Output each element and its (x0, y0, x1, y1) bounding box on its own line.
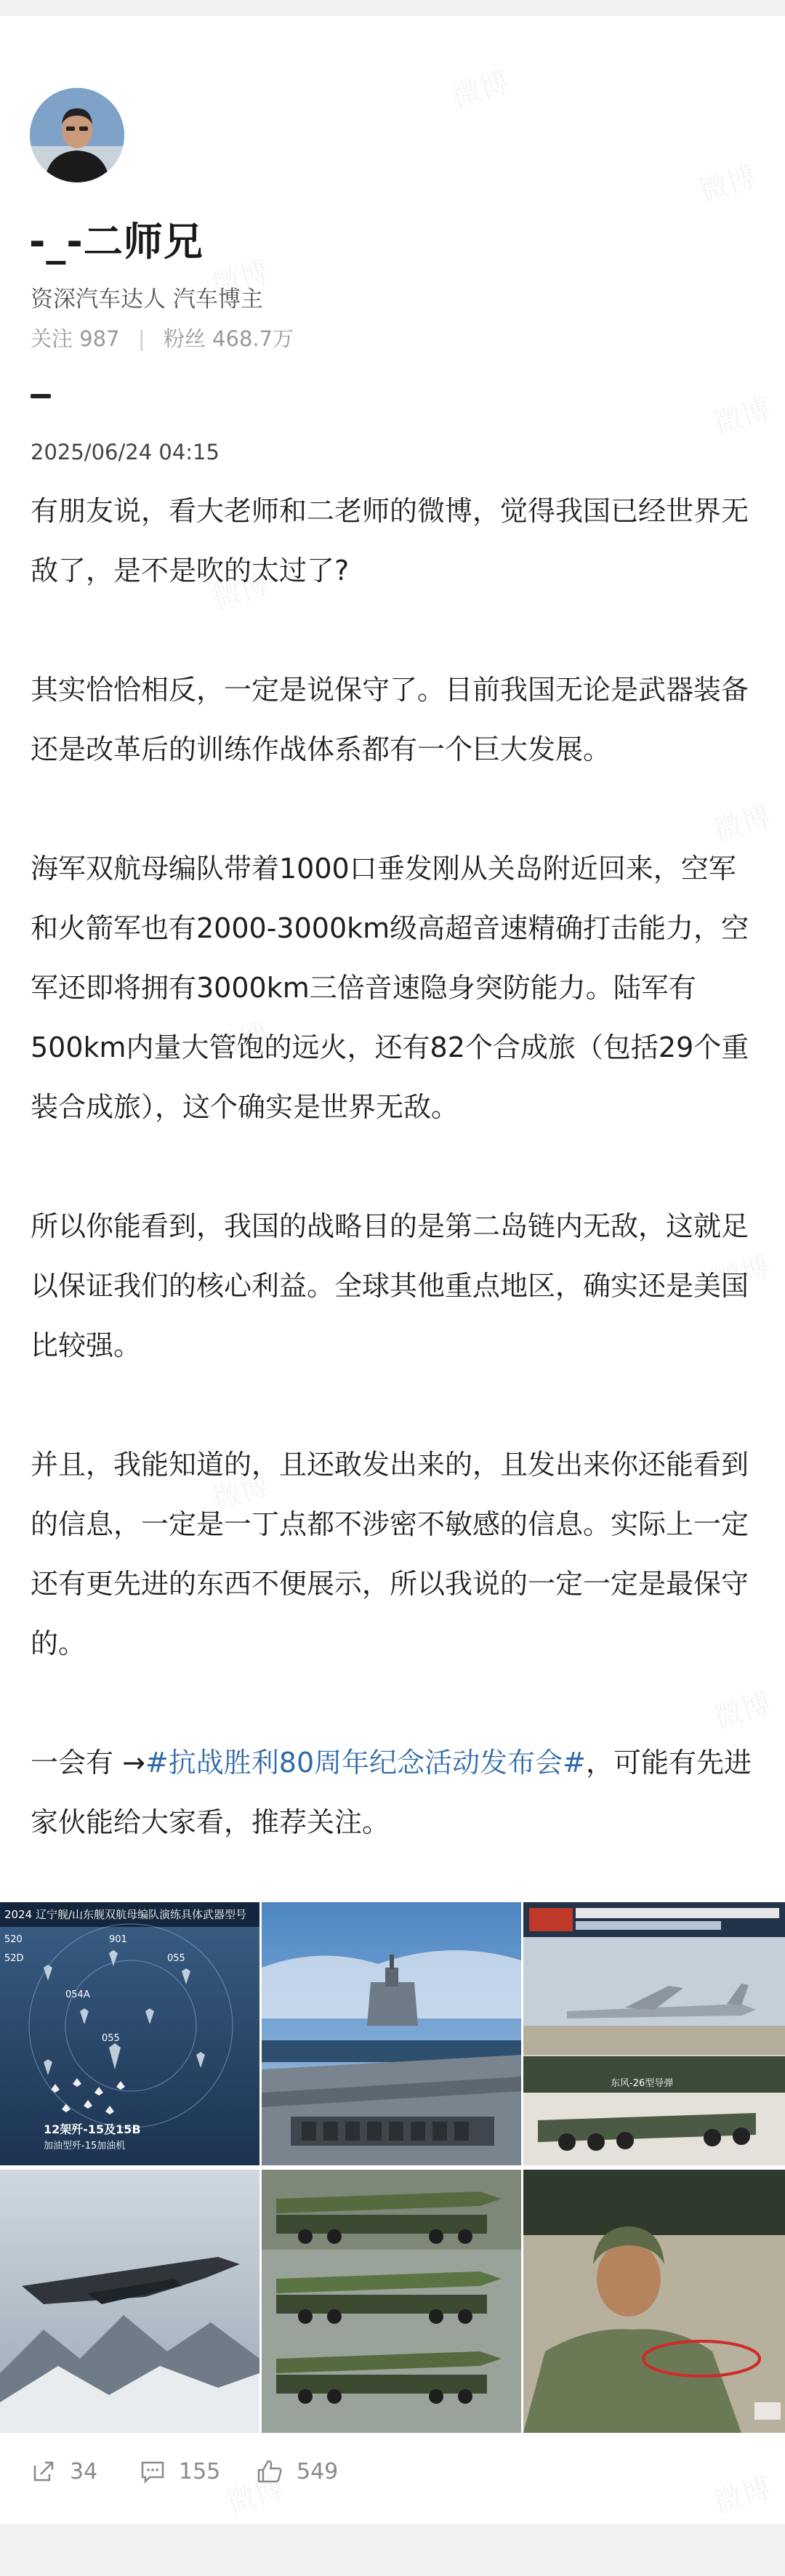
followers-count[interactable]: 468.7万 (212, 326, 294, 351)
image-caption: 加油型歼-15加油机 (44, 2141, 126, 2152)
followers-label: 粉丝 (163, 326, 206, 351)
user-stats (31, 323, 294, 353)
username[interactable]: -_-二师兄 (29, 219, 204, 265)
post-paragraph: 其实恰恰相反，一定是说保守了。目前我国无论是武器装备还是改革后的训练作战体系都有一个巨大发展。 (31, 674, 749, 765)
user-bio: 资深汽车达人 汽车博主 (31, 286, 263, 313)
like-count: 549 (297, 2458, 339, 2484)
post-paragraph: 海军双航母编队带着1000口垂发刚从关岛附近回来，空军和火箭军也有2000-3000km级高超音速精确打击能力，空军还即将拥有3000km三倍音速隐身突防能力。陆军有500km内量大管饱的远火，还有82个合成旅（包括29个重装合成旅），这个确实是世界无敌。 (31, 853, 749, 1123)
post-timestamp: 2025/06/24 04:15 (31, 440, 220, 464)
post-paragraph-last (31, 1733, 757, 1852)
post-paragraph: 有朋友说，看大老师和二老师的微博，觉得我国已经世界无敌了，是不是吹的太过了? (31, 495, 749, 587)
like-button[interactable] (256, 2458, 338, 2484)
hashtag-link[interactable]: #抗战胜利80周年纪念活动发布会# (145, 1747, 586, 1779)
post-paragraph: 所以你能看到，我国的战略目的是第二岛链内无敌，这就足以保证我们的核心利益。全球其他重点地区，确实还是美国比较强。 (31, 1210, 749, 1361)
watermark (707, 386, 776, 443)
share-icon (31, 2458, 57, 2484)
image-grid (0, 1902, 785, 2433)
ship-label: 52D (4, 1953, 24, 1964)
image-bomber[interactable] (523, 1902, 785, 2165)
following-label: 关注 (31, 326, 73, 351)
ship-label: 901 (109, 1934, 127, 1945)
share-count: 34 (70, 2458, 98, 2484)
stats-divider: | (137, 326, 145, 351)
image-stealth-aircraft[interactable] (0, 2170, 259, 2433)
image-soldier[interactable] (523, 2170, 785, 2433)
image-missile-launchers[interactable] (262, 2170, 521, 2433)
post-body (31, 481, 757, 1852)
comment-icon (140, 2458, 166, 2484)
post-text: ，可能有先进家伙能给大家看，推荐关注。 (31, 1747, 752, 1838)
comment-count: 155 (179, 2458, 221, 2484)
image-caption: 东风-26型导弹 (611, 2078, 674, 2089)
ship-label: 055 (167, 1953, 185, 1964)
avatar[interactable] (30, 88, 124, 182)
watermark (693, 153, 761, 211)
thumbs-up-icon (256, 2458, 283, 2484)
image-caption: 12架歼-15及15B (44, 2122, 141, 2136)
action-bar (0, 2458, 785, 2509)
post-text: 一会有 → (31, 1747, 145, 1779)
ship-label: 520 (4, 1934, 23, 1945)
following-count[interactable]: 987 (79, 326, 120, 351)
section-divider (31, 394, 51, 398)
weibo-post-card (0, 16, 785, 2524)
share-button[interactable] (31, 2458, 97, 2484)
ship-label: 054A (65, 1989, 90, 2000)
image-carrier-formation[interactable] (0, 1902, 259, 2165)
post-paragraph: 并且，我能知道的，且还敢发出来的，且发出来你还能看到的信息，一定是一丁点都不涉密不敏感的信息。实际上一定还有更先进的东西不便展示，所以我说的一定一定是最保守的。 (31, 1449, 749, 1659)
watermark (446, 59, 514, 116)
ship-label: 055 (102, 2033, 120, 2044)
image-title-text: 2024 辽宁舰/山东舰双航母编队演练具体武器型号 (4, 1908, 246, 1921)
image-destroyer[interactable] (262, 1902, 521, 2165)
comment-button[interactable] (140, 2458, 220, 2484)
